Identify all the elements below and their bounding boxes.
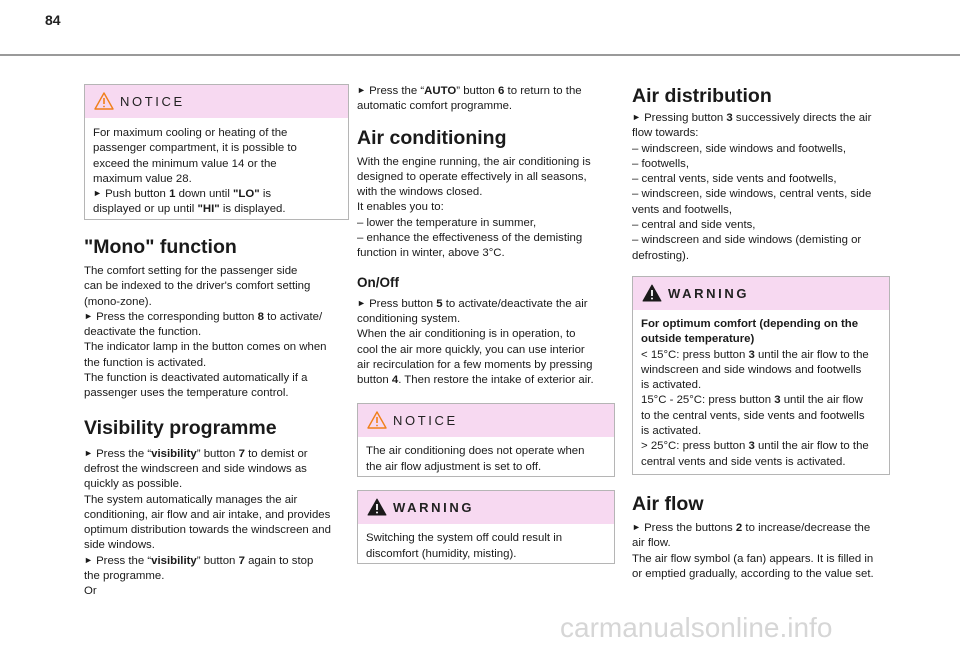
ac-warning-body bbox=[358, 524, 614, 570]
ac-heading: Air conditioning bbox=[357, 126, 507, 149]
mono-line: The indicator lamp in the button comes on when bbox=[84, 341, 327, 354]
notice-line: maximum value 28. bbox=[93, 172, 192, 185]
notice-line: For maximum cooling or heating of the bbox=[93, 127, 288, 139]
warning-label: WARNING bbox=[668, 285, 750, 301]
warning-triangle-icon bbox=[367, 498, 387, 516]
ac-notice-box bbox=[357, 403, 615, 477]
visibility-line: optimum distribution towards the windscreen and bbox=[84, 524, 331, 537]
warning-triangle-icon bbox=[642, 284, 662, 302]
visibility-line: defrost the windscreen and side windows as bbox=[84, 462, 307, 475]
warning-line: > 25°C: press button 3 until the air flow to the bbox=[641, 440, 869, 453]
distribution-line: flow towards: bbox=[632, 127, 699, 140]
warning-line: is activated. bbox=[641, 379, 702, 392]
onoff-heading: On/Off bbox=[357, 274, 399, 290]
onoff-line: ► Press button 5 to activate/deactivate the air bbox=[357, 297, 588, 310]
notice-box bbox=[84, 84, 349, 220]
onoff-line: cool the air more quickly, you can use interior bbox=[357, 343, 585, 356]
visibility-line: Or bbox=[84, 585, 97, 598]
distribution-warning-body bbox=[633, 310, 889, 478]
distribution-line: ► Pressing button 3 successively directs the air bbox=[632, 112, 872, 124]
airflow-heading: Air flow bbox=[632, 492, 704, 515]
notice-line: displayed or up until "HI" is displayed. bbox=[93, 203, 286, 216]
warning-line: windscreen and side windows and footwells bbox=[641, 363, 862, 376]
column-3 bbox=[632, 84, 890, 582]
visibility-line: conditioning, air flow and air intake, and provides bbox=[84, 508, 331, 521]
notice-line: passenger compartment, it is possible to bbox=[93, 142, 297, 155]
mono-body bbox=[84, 264, 349, 402]
ac-line: function in winter, above 3°C. bbox=[357, 247, 505, 260]
warning-line: to the central vents, side vents and footwells bbox=[641, 409, 865, 422]
distribution-line: – footwells, bbox=[632, 157, 689, 170]
warning-line: central vents and side vents is activated. bbox=[641, 455, 846, 468]
warning-line: Switching the system off could result in bbox=[366, 532, 563, 545]
ac-notice-header bbox=[358, 404, 614, 437]
arrow-icon: ► bbox=[84, 447, 93, 458]
warning-line: < 15°C: press button 3 until the air flow to the bbox=[641, 348, 869, 361]
notice-body bbox=[85, 118, 348, 226]
visibility-line: ► Press the “visibility” button 7 again to stop bbox=[84, 554, 314, 567]
warning-line: discomfort (humidity, misting). bbox=[366, 547, 517, 560]
mono-line: can be indexed to the driver's comfort setting bbox=[84, 280, 311, 293]
distribution-heading: Air distribution bbox=[632, 85, 772, 107]
mono-line: the function is activated. bbox=[84, 356, 207, 369]
mono-line: passenger uses the temperature control. bbox=[84, 387, 289, 400]
visibility-line: quickly as possible. bbox=[84, 478, 183, 491]
column-1 bbox=[84, 84, 349, 600]
distribution-warning-header bbox=[633, 277, 889, 310]
visibility-line: the programme. bbox=[84, 570, 165, 583]
notice-triangle-icon bbox=[367, 411, 387, 429]
distribution-line: – windscreen, side windows and footwells, bbox=[632, 142, 847, 155]
page-number: 84 bbox=[45, 12, 61, 28]
notice-line: exceed the minimum value 14 or the bbox=[93, 157, 277, 170]
arrow-icon: ► bbox=[93, 188, 102, 199]
mono-heading: "Mono" function bbox=[84, 236, 237, 258]
airflow-line: air flow. bbox=[632, 537, 671, 550]
arrow-icon: ► bbox=[632, 521, 641, 532]
distribution-warning-box bbox=[632, 276, 890, 475]
onoff-line: When the air conditioning is in operation, to bbox=[357, 328, 576, 341]
notice-label: NOTICE bbox=[393, 413, 458, 429]
arrow-icon: ► bbox=[357, 297, 366, 308]
warning-label: WARNING bbox=[393, 500, 475, 516]
distribution-line: – windscreen and side windows (demisting or bbox=[632, 234, 862, 247]
ac-notice-body bbox=[358, 437, 614, 483]
ac-line: with the windows closed. bbox=[357, 186, 483, 199]
visibility-line: The system automatically manages the air bbox=[84, 493, 298, 506]
onoff-line: button 4. Then restore the intake of exterior air. bbox=[357, 374, 594, 387]
ac-warning-box bbox=[357, 490, 615, 564]
distribution-line: defrosting). bbox=[632, 249, 689, 262]
distribution-line: – central and side vents, bbox=[632, 219, 756, 232]
notice-box-header bbox=[85, 85, 348, 118]
distribution-line: – windscreen, side windows, central vents, side bbox=[632, 188, 872, 201]
warning-line: outside temperature) bbox=[641, 333, 755, 346]
mono-line: deactivate the function. bbox=[84, 326, 202, 339]
warning-line: For optimum comfort (depending on the bbox=[641, 317, 859, 330]
notice-line: the air flow adjustment is set to off. bbox=[366, 460, 542, 473]
onoff-body bbox=[357, 297, 615, 389]
arrow-icon: ► bbox=[357, 85, 366, 95]
ac-line: It enables you to: bbox=[357, 201, 444, 214]
warning-line: 15°C - 25°C: press button 3 until the air flow bbox=[641, 394, 863, 407]
airflow-line: ► Press the buttons 2 to increase/decrease the bbox=[632, 521, 871, 534]
mono-line: ► Press the corresponding button 8 to activate/ bbox=[84, 310, 323, 323]
column-2 bbox=[357, 84, 615, 564]
mono-line: The function is deactivated automatically if a bbox=[84, 372, 308, 385]
ac-line: designed to operate effectively in all seasons, bbox=[357, 170, 587, 183]
distribution-line: – central vents, side vents and footwells, bbox=[632, 173, 837, 186]
notice-line: The air conditioning does not operate when bbox=[366, 445, 585, 458]
arrow-icon: ► bbox=[84, 310, 93, 321]
ac-line: – lower the temperature in summer, bbox=[357, 216, 537, 229]
notice-label: NOTICE bbox=[120, 94, 185, 109]
auto-body bbox=[357, 84, 615, 115]
ac-warning-header bbox=[358, 491, 614, 524]
onoff-line: conditioning system. bbox=[357, 312, 461, 325]
auto-line: automatic comfort programme. bbox=[357, 100, 513, 113]
visibility-line: ► Press the “visibility” button 7 to demist or bbox=[84, 447, 308, 460]
mono-line: (mono-zone). bbox=[84, 295, 152, 308]
notice-triangle-icon bbox=[94, 92, 114, 110]
visibility-line: side windows. bbox=[84, 539, 155, 552]
mono-line: The comfort setting for the passenger side bbox=[84, 265, 298, 277]
airflow-line: The air flow symbol (a fan) appears. It is filled in bbox=[632, 552, 874, 565]
visibility-body bbox=[84, 447, 349, 600]
airflow-line: or emptied gradually, according to the value set. bbox=[632, 567, 874, 580]
onoff-line: air recirculation for a few moments by pressing bbox=[357, 358, 593, 371]
ac-line: – enhance the effectiveness of the demisting bbox=[357, 232, 583, 245]
warning-line: is activated. bbox=[641, 425, 702, 438]
header-rule bbox=[0, 54, 960, 56]
airflow-body bbox=[632, 521, 890, 582]
auto-line: ► Press the “AUTO” button 6 to return to the bbox=[357, 85, 582, 97]
watermark: carmanualsonline.info bbox=[560, 612, 833, 643]
distribution-body bbox=[632, 111, 890, 264]
ac-line: With the engine running, the air conditioning is bbox=[357, 155, 591, 168]
arrow-icon: ► bbox=[84, 554, 93, 565]
distribution-line: vents and footwells, bbox=[632, 203, 733, 216]
notice-line: ► Push button 1 down until "LO" is bbox=[93, 188, 272, 201]
visibility-heading: Visibility programme bbox=[84, 416, 277, 439]
arrow-icon: ► bbox=[632, 112, 641, 122]
ac-body bbox=[357, 155, 615, 262]
